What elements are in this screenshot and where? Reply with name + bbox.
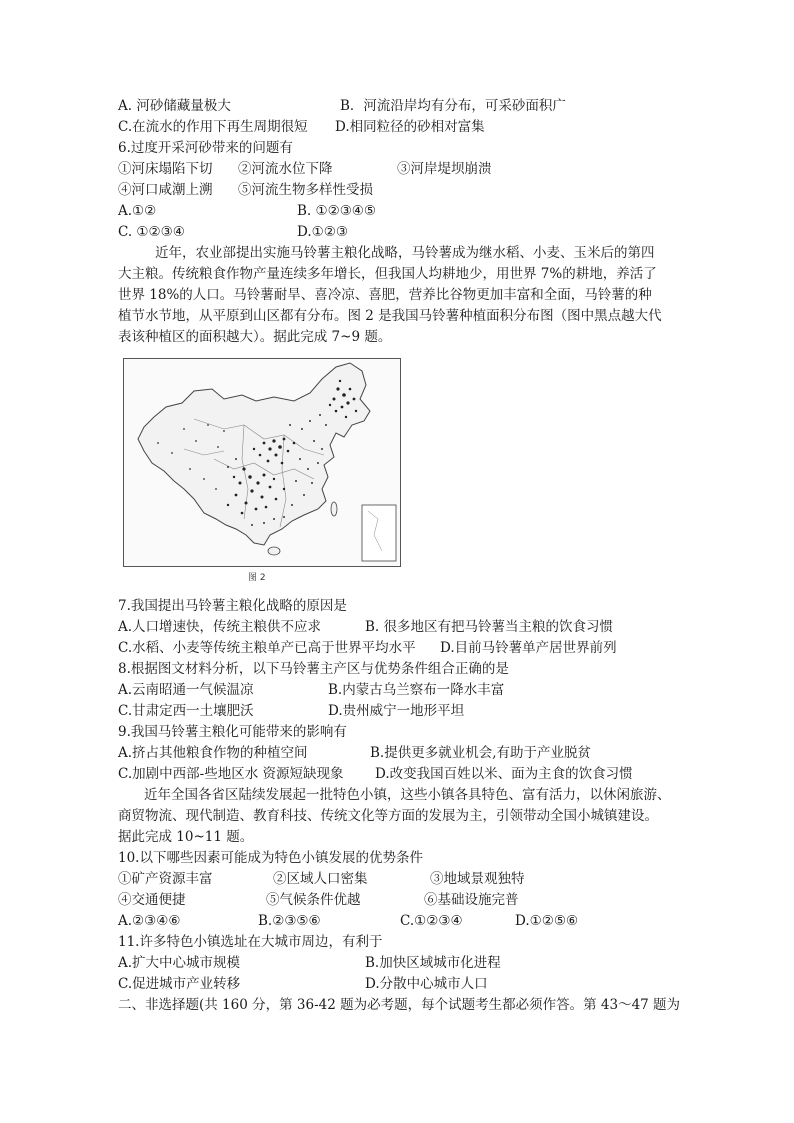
q6-item-1: ①河床塌陷下切: [118, 161, 213, 177]
q10-option-d: D.①②⑤⑥: [515, 913, 579, 929]
q6-option-d: D.①②③: [297, 224, 348, 240]
q7-option-a: A.人口增速快，传统主粮供不应求: [118, 619, 322, 635]
q6-item-3: ③河岸堤坝崩溃: [397, 161, 492, 177]
q5-option-a: A. 河砂储藏量极大: [118, 98, 231, 114]
q10-item-4: ④交通便捷: [118, 892, 186, 908]
q11-option-d: D.分散中心城市人口: [365, 976, 488, 992]
passage1-line-5: 表该种植区的面积越大）。据此完成 7~9 题。: [118, 329, 392, 345]
q6-item-5: ⑤河流生物多样性受损: [238, 182, 373, 198]
q6-option-b: B. ①②③④⑤: [297, 203, 377, 219]
q10-item-1: ①矿产资源丰富: [118, 871, 213, 887]
q11-option-c: C.促进城市产业转移: [118, 976, 241, 992]
q10-item-3: ③地域景观独特: [430, 871, 525, 887]
potato-distribution-map: [123, 358, 401, 567]
q8-option-d: D.贵州威宁一地形平坦: [328, 703, 465, 719]
q10-option-c: C.①②③④: [400, 913, 463, 929]
q5-option-d: D.相同粒径的砂相对富集: [335, 119, 485, 135]
section2-heading: 二、非选择题(共 160 分，第 36-42 题为必考题，每个试题考生都必须作答。第 43～47 题为: [118, 997, 681, 1013]
q10-item-6: ⑥基础设施完普: [424, 892, 519, 908]
china-map-graphic: [124, 359, 400, 566]
passage1-line-4: 植节水节地，从平原到山区都有分布。图 2 是我国马铃薯种植面积分布图（图中黑点越大代: [118, 308, 662, 324]
q10-item-2: ②区域人口密集: [273, 871, 368, 887]
q8-option-a: A.云南昭通一气候温凉: [118, 682, 254, 698]
passage2-line-3: 据此完成 10~11 题。: [118, 829, 254, 845]
q7-option-b: B. 很多地区有把马铃薯当主粮的饮食习惯: [365, 619, 614, 635]
q6-option-c: C. ①②③④: [118, 224, 185, 240]
q10-option-a: A.②③④⑥: [118, 913, 181, 929]
q10-item-5: ⑤气候条件优越: [266, 892, 361, 908]
q7-stem: 7.我国提出马铃薯主粮化战略的原因是: [118, 598, 347, 614]
q5-option-c: C.在流水的作用下再生周期很短: [118, 119, 308, 135]
passage1-line-2: 大主粮。传统粮食作物产量连续多年增长，但我国人均耕地少，用世界 7%的耕地，养活了: [118, 266, 657, 282]
q9-option-b: B.提供更多就业机会,有助于产业脱贫: [370, 745, 592, 761]
q6-item-4: ④河口咸潮上溯: [118, 182, 213, 198]
q5-option-b: B．河流沿岸均有分布，可采砂面积广: [340, 98, 566, 114]
q11-stem: 11.许多特色小镇选址在大城市周边，有利于: [118, 934, 383, 950]
passage2-line-1: 近年全国各省区陆续发展起一批特色小镇，这些小镇各具特色、富有活力，以休闲旅游、: [144, 787, 671, 803]
q7-option-c: C.水稻、小麦等传统主粮单产已高于世界平均水平: [118, 640, 416, 656]
q8-option-c: C.甘肃定西一土壤肥沃: [118, 703, 254, 719]
q10-stem: 10.以下哪些因素可能成为特色小镇发展的优势条件: [118, 850, 423, 866]
q8-stem: 8.根据图文材料分析，以下马铃薯主产区与优势条件组合正确的是: [118, 661, 509, 677]
figure-caption: 图 2: [248, 573, 266, 583]
q10-option-b: B.②③⑤⑥: [258, 913, 321, 929]
q9-option-c: C.加剧中西部-些地区水 资源短缺现象: [118, 766, 344, 782]
passage2-line-2: 商贸物流、现代制造、教育科技、传统文化等方面的发展为主，引领带动全国小城镇建设。: [118, 808, 658, 824]
q6-stem: 6.过度开采河砂带来的问题有: [118, 140, 293, 156]
q9-option-a: A.挤占其他粮食作物的种植空间: [118, 745, 308, 761]
q7-option-d: D.目前马铃薯单产居世界前列: [440, 640, 617, 656]
passage1-line-1: 近年，农业部提出实施马铃薯主粮化战略，马铃薯成为继水稻、小麦、玉米后的第四: [155, 245, 655, 261]
q11-option-a: A.扩大中心城市规模: [118, 955, 241, 971]
q6-option-a: A.①②: [118, 203, 157, 219]
q8-option-b: B.内蒙古乌兰察布一降水丰富: [328, 682, 505, 698]
q9-stem: 9.我国马铃薯主粮化可能带来的影响有: [118, 724, 347, 740]
passage1-line-3: 世界 18%的人口。马铃薯耐旱、喜冷凉、喜肥，营养比谷物更加丰富和全面，马铃薯的种: [118, 287, 652, 303]
q9-option-d: D.改变我国百姓以米、面为主食的饮食习惯: [375, 766, 633, 782]
q6-item-2: ②河流水位下降: [238, 161, 333, 177]
q11-option-b: B.加快区域城市化进程: [365, 955, 501, 971]
